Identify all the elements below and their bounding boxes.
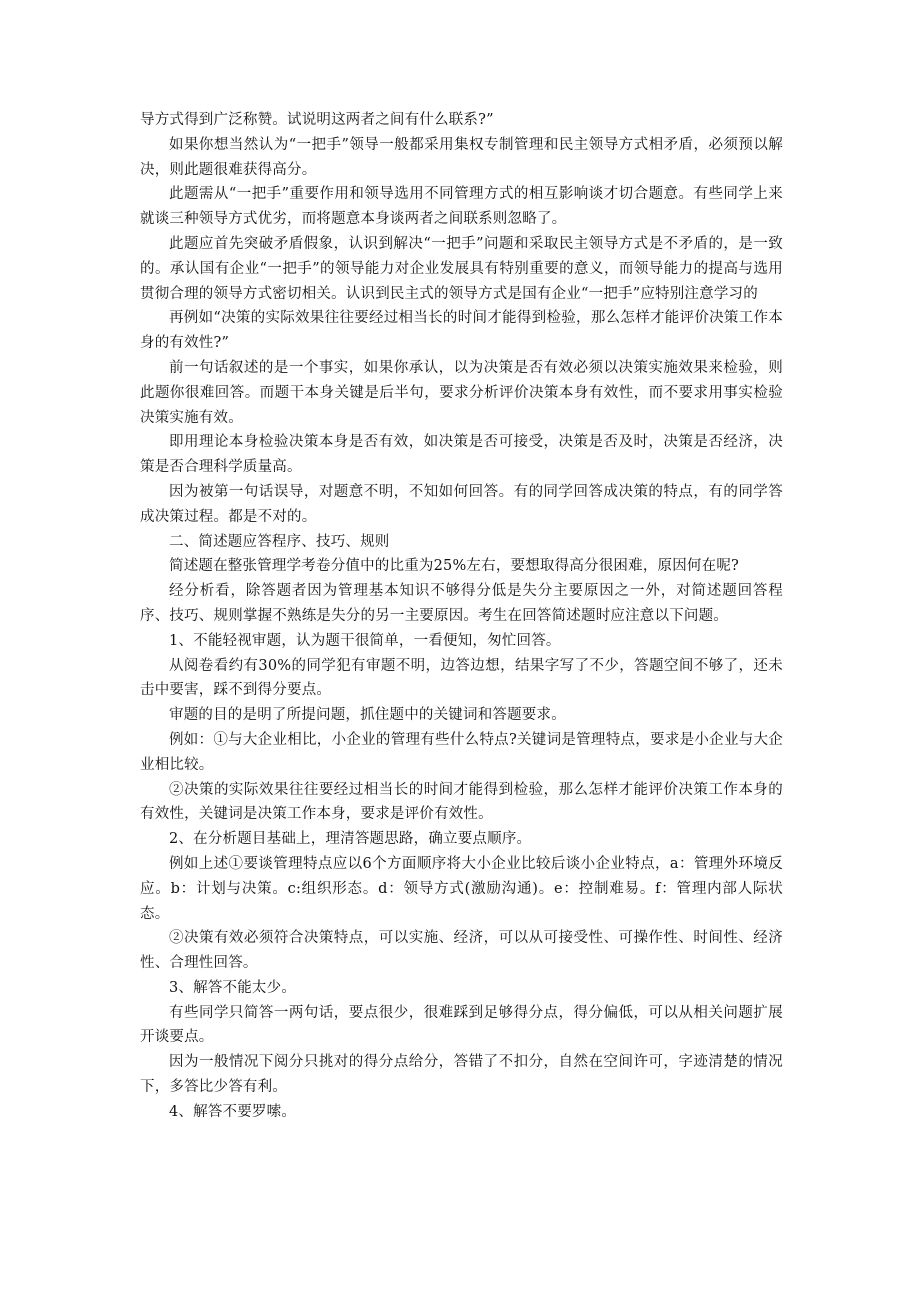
paragraph: 导方式得到广泛称赞。试说明这两者之间有什么联系?” — [140, 112, 494, 128]
section-heading: 二、简述题应答程序、技巧、规则 — [169, 533, 390, 550]
list-item-heading: 1、不能轻视审题，认为题干很简单，一看便知，匆忙回答。 — [169, 632, 561, 649]
document-body — [140, 108, 783, 1125]
paragraph: 简述题在整张管理学考卷分值中的比重为25%左右，要想取得高分很困难，原因何在呢? — [169, 558, 739, 575]
list-item-heading: 4、解答不要罗嗦。 — [169, 1103, 297, 1120]
paragraph: 因为一般情况下阅分只挑对的得分点给分，答错了不扣分，自然在空间许可，字迹清楚的情况下，多答比少答有利。 — [140, 1054, 783, 1096]
list-item-heading: 2、在分析题目基础上，理清答题思路，确立要点顺序。 — [169, 831, 532, 848]
paragraph: ②决策的实际效果往往要经过相当长的时间才能得到检验，那么怎样才能评价决策工作本身的有效性，关键词是决策工作本身，要求是评价有效性。 — [140, 781, 783, 823]
paragraph: 经分析看，除答题者因为管理基本知识不够得分低是失分主要原因之一外，对简述题回答程序、技巧、规则掌握不熟练是失分的另一主要原因。考生在回答简述题时应注意以下问题。 — [140, 583, 783, 624]
paragraph: 如果你想当然认为“一把手”领导一般都采用集权专制管理和民主领导方式相矛盾，必须预以解决，则此题很难获得高分。 — [140, 136, 783, 178]
paragraph: 前一句话叙述的是一个事实，如果你承认，以为决策是否有效必须以决策实施效果来检验，则此题你很难回答。而题干本身关键是后半句，要求分析评价决策本身有效性，而不要求用事实检验决策实施有效。 — [140, 359, 783, 426]
paragraph: 例如：①与大企业相比，小企业的管理有些什么特点?关键词是管理特点，要求是小企业与大企业相比较。 — [140, 731, 783, 773]
paragraph: 例如上述①要谈管理特点应以6个方面顺序将大小企业比较后谈小企业特点，a：管理外环境反应。b：计划与决策。c:组织形态。d：领导方式(激励沟通)。e：控制难易。f：管理内部人际状态。 — [140, 855, 783, 922]
list-item-heading: 3、解答不能太少。 — [169, 979, 297, 996]
paragraph: 从阅卷看约有30%的同学犯有审题不明，边答边想，结果字写了不少，答题空间不够了，还未击中要害，踩不到得分要点。 — [140, 657, 783, 699]
paragraph: 此题需从“一把手”重要作用和领导选用不同管理方式的相互影响谈才切合题意。有些同学上来就谈三种领导方式优劣，而将题意本身谈两者之间联系则忽略了。 — [140, 186, 783, 228]
paragraph: 因为被第一句话误导，对题意不明，不知如何回答。有的同学回答成决策的特点，有的同学答成决策过程。都是不对的。 — [140, 483, 783, 525]
paragraph: 即用理论本身检验决策本身是否有效，如决策是否可接受，决策是否及时，决策是否经济，决策是否合理科学质量高。 — [140, 434, 783, 476]
paragraph: 再例如“决策的实际效果往往要经过相当长的时间才能得到检验，那么怎样才能评价决策工作本身的有效性?” — [140, 310, 783, 352]
paragraph: 有些同学只简答一两句话，要点很少，很难踩到足够得分点，得分偏低，可以从相关问题扩展开谈要点。 — [140, 1004, 783, 1046]
paragraph: ②决策有效必须符合决策特点，可以实施、经济，可以从可接受性、可操作性、时间性、经济性、合理性回答。 — [140, 930, 783, 972]
paragraph: 审题的目的是明了所提问题，抓住题中的关键词和答题要求。 — [169, 707, 566, 724]
paragraph: 此题应首先突破矛盾假象，认识到解决“一把手”问题和采取民主领导方式是不矛盾的，是一致的。承认国有企业“一把手”的领导能力对企业发展具有特别重要的意义，而领导能力的提高与选用贯彻合理的领导方式密切相关。认识到民主式的领导方式是国有企业“一把手”应特别注意学习的 — [140, 235, 783, 302]
